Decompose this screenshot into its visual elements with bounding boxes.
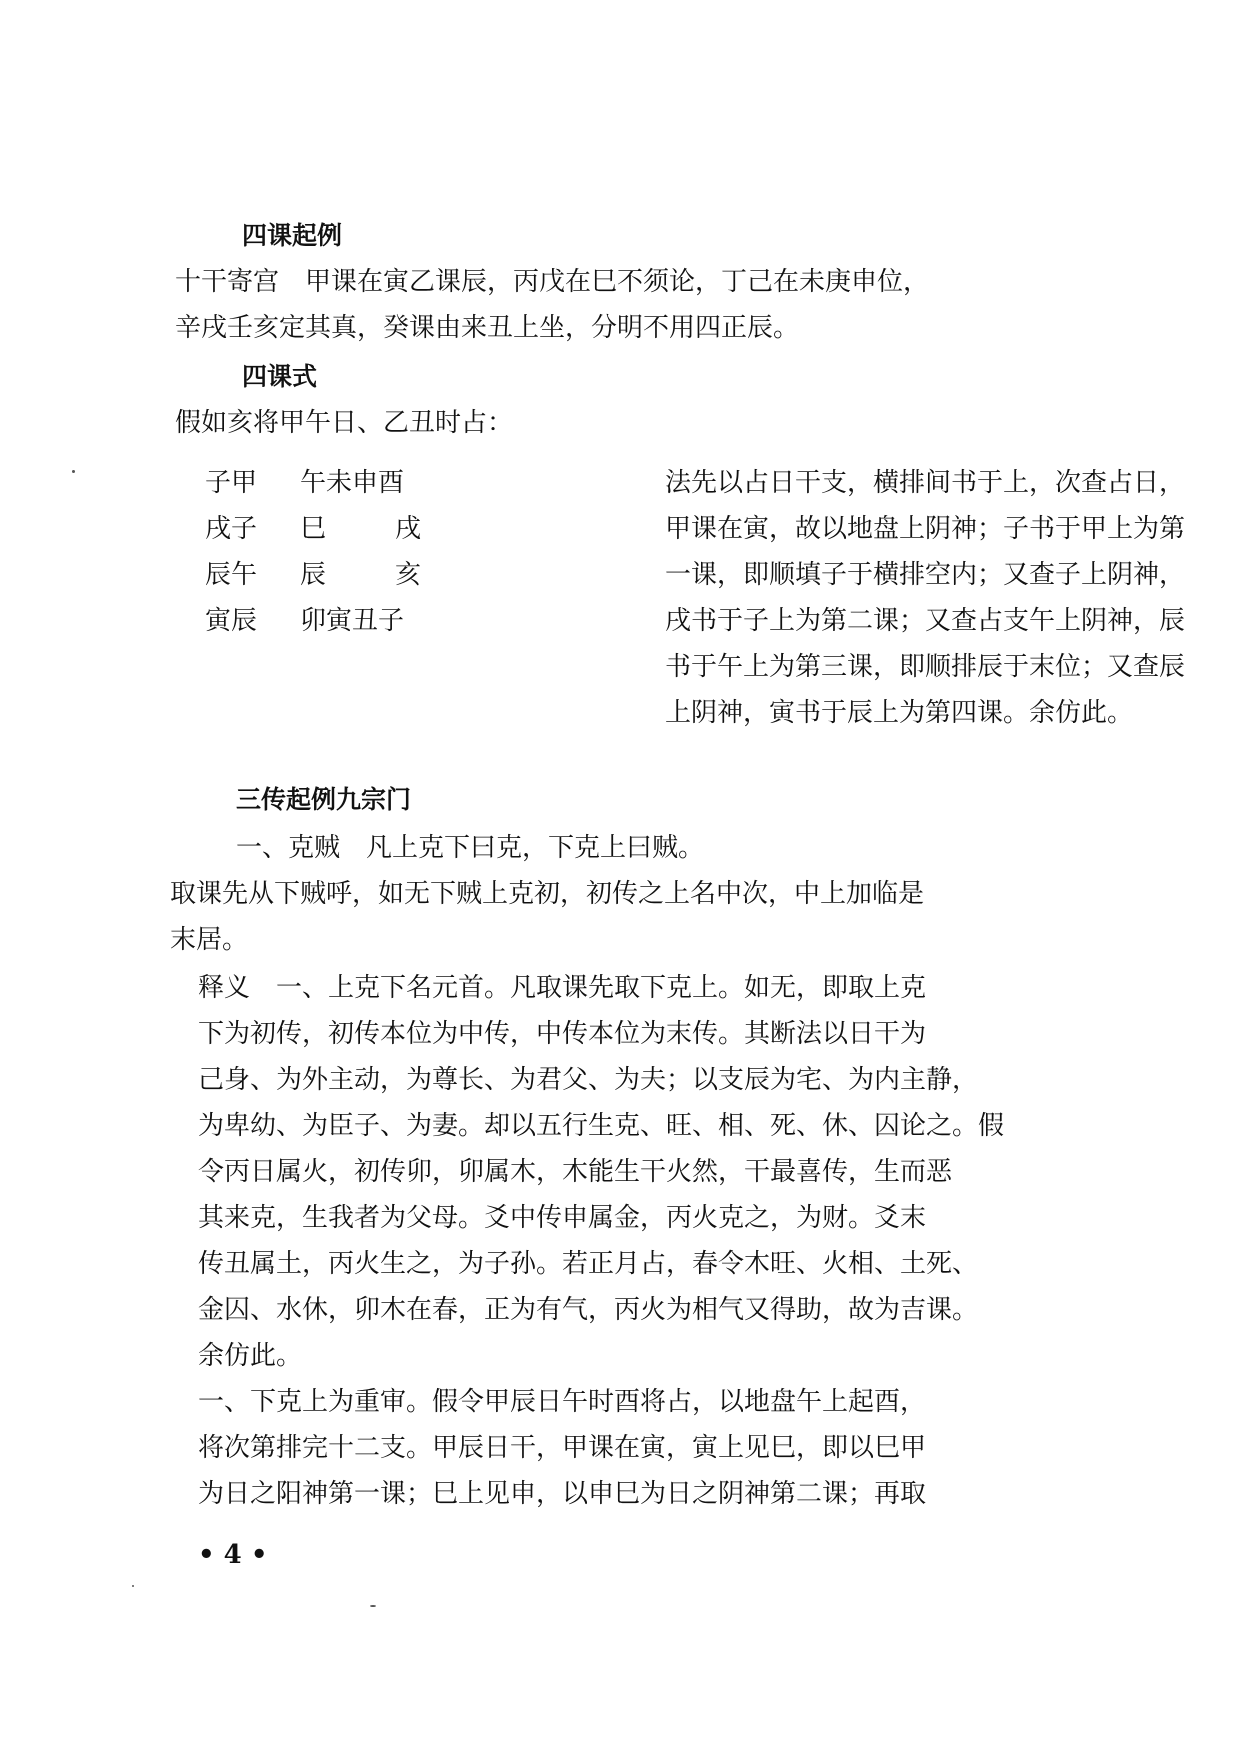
grid-cell: 戌: [395, 514, 422, 544]
explanation-line: 余仿此。: [198, 1341, 303, 1371]
grid-explanation-line: 一课，即顺填子于横排空内；又查子上阴神，: [665, 560, 1186, 590]
grid-cell: 寅辰: [205, 606, 258, 636]
grid-cell: 巳: [300, 514, 327, 544]
explanation-line: 为日之阳神第一课；巳上见申，以申巳为日之阴神第二课；再取: [198, 1479, 927, 1509]
explanation-line: 其来克，生我者为父母。爻中传申属金，丙火克之，为财。爻末: [198, 1203, 927, 1233]
explanation-line: 令丙日属火，初传卯，卯属木，木能生干火然，干最喜传，生而恶: [198, 1157, 953, 1187]
verse-line-1: 十干寄宫 甲课在寅乙课辰，丙戊在巳不须论，丁己在未庚申位，: [175, 267, 930, 297]
explanation-line: 己身、为外主动，为尊长、为君父、为夫；以支辰为宅、为内主静，: [198, 1065, 979, 1095]
grid-cell: 卯寅丑子: [300, 606, 405, 636]
item-one-title: 一、克贼 凡上克下曰克，下克上曰贼。: [236, 833, 705, 863]
scan-speck: [72, 470, 75, 473]
grid-cell: 亥: [395, 560, 422, 590]
explanation-line: 将次第排完十二支。甲辰日干，甲课在寅，寅上见巳，即以巳甲: [198, 1433, 927, 1463]
grid-explanation-line: 法先以占日干支，横排间书于上，次查占日，: [665, 468, 1186, 498]
grid-cell: 子甲: [205, 468, 258, 498]
grid-cell: 戌子: [205, 514, 258, 544]
scan-speck: [132, 1585, 134, 1587]
verse-line-3: 取课先从下贼呼，如无下贼上克初，初传之上名中次，中上加临是: [170, 879, 925, 909]
section-heading-four-lessons: 四课起例: [242, 221, 343, 250]
grid-explanation-line: 戌书于子上为第二课；又查占支午上阴神，辰: [665, 606, 1186, 636]
subheading-four-lessons-form: 四课式: [242, 362, 318, 391]
explanation-line: 传丑属土，丙火生之，为子孙。若正月占，春令木旺、火相、土死、: [198, 1249, 979, 1279]
grid-explanation-line: 甲课在寅，故以地盘上阴神；子书于甲上为第: [665, 514, 1186, 544]
grid-cell: 午未申酉: [300, 468, 405, 498]
grid-cell: 辰: [300, 560, 327, 590]
section-heading-three-transmissions: 三传起例九宗门: [236, 785, 412, 814]
explanation-line: 释义 一、上克下名元首。凡取课先取下克上。如无，即取上克: [198, 973, 927, 1003]
example-intro: 假如亥将甲午日、乙丑时占：: [175, 408, 514, 438]
explanation-line: 为卑幼、为臣子、为妻。却以五行生克、旺、相、死、休、囚论之。假: [198, 1111, 1005, 1141]
explanation-line: 金囚、水休，卯木在春，正为有气，丙火为相气又得助，故为吉课。: [198, 1295, 979, 1325]
page-number: • 4 •: [198, 1540, 268, 1570]
grid-explanation-line: 上阴神，寅书于辰上为第四课。余仿此。: [665, 698, 1134, 728]
grid-cell: 辰午: [205, 560, 258, 590]
explanation-line: 下为初传，初传本位为中传，中传本位为末传。其断法以日干为: [198, 1019, 927, 1049]
verse-line-4: 末居。: [170, 925, 249, 955]
scan-speck: [370, 1605, 376, 1607]
verse-line-2: 辛戌壬亥定其真，癸课由来丑上坐，分明不用四正辰。: [175, 313, 800, 343]
grid-explanation-line: 书于午上为第三课，即顺排辰于末位；又查辰: [665, 652, 1186, 682]
explanation-line: 一、下克上为重审。假令甲辰日午时酉将占，以地盘午上起酉，: [198, 1387, 927, 1417]
